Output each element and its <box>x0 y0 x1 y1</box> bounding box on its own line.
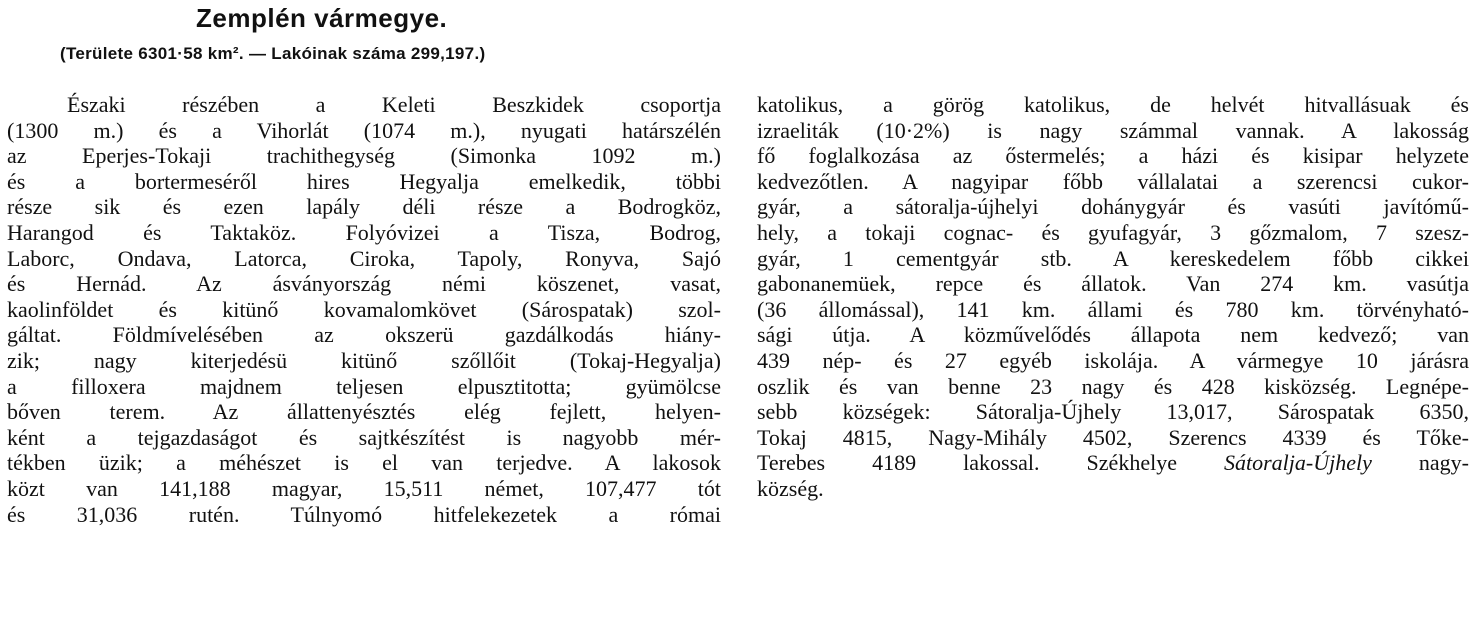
text-line: része sik és ezen lapály déli része a Bodrogköz, <box>7 194 721 220</box>
text-line: katolikus, a görög katolikus, de helvét hitvallásuak és <box>757 92 1469 117</box>
text-line: (1300 m.) és a Vihorlát (1074 m.), nyugati határszélén <box>7 117 721 143</box>
text-line-end: nagy- <box>1418 450 1469 476</box>
text-line: kedvezőtlen. A nagyipar főbb vállalatai a szerencsi cukor- <box>757 168 1469 194</box>
text-line: közt van 141,188 magyar, 15,511 német, 107,477 tót <box>7 475 721 501</box>
text-line: zik; nagy kiterjedésü kitünő szőllőit (Tokaj-Hegyalja) <box>7 347 721 373</box>
text-line: hely, a tokaji cognac- és gyufagyár, 3 gőzmalom, 7 szesz- <box>757 219 1469 245</box>
text-line: izraeliták (10·2%) is nagy számmal vannak. A lakosság <box>757 117 1469 143</box>
text-line: község. <box>757 475 824 501</box>
text-line: Harangod és Taktaköz. Folyóvizei a Tisza, Bodrog, <box>7 219 721 245</box>
text-line: gyár, a sátoralja-újhelyi dohánygyár és vasúti javítómű- <box>757 194 1469 220</box>
text-line: Északi részében a Keleti Beszkidek csoportja <box>67 92 721 117</box>
text-line: fő foglalkozása az őstermelés; a házi és kisipar helyzete <box>757 143 1469 169</box>
text-line: gyár, 1 cementgyár stb. A kereskedelem főbb cikkei <box>757 245 1469 271</box>
text-line: tékben üzik; a méhészet is el van terjedve. A lakosok <box>7 450 721 476</box>
text-line: sági útja. A közművelődés állapota nem kedvező; van <box>757 322 1469 348</box>
text-line: 439 nép- és 27 egyéb iskolája. A vármegye 10 járásra <box>757 347 1469 373</box>
text-line: és a bortermeséről hires Hegyalja emelkedik, többi <box>7 168 721 194</box>
text-line: sebb községek: Sátoralja-Újhely 13,017, Sárospatak 6350, <box>757 399 1469 425</box>
text-line: ként a tejgazdaságot és sajtkészítést is nagyobb mér- <box>7 424 721 450</box>
text-line: bőven terem. Az állattenyésztés elég fejlett, helyen- <box>7 399 721 425</box>
text-line: az Eperjes-Tokaji trachithegység (Simonka 1092 m.) <box>7 143 721 169</box>
page-subtitle: (Területe 6301·58 km². — Lakóinak száma 299,197.) <box>60 44 486 63</box>
left-column <box>7 92 721 527</box>
text-line: Laborc, Ondava, Latorca, Ciroka, Tapoly, Ronyva, Sajó <box>7 245 721 271</box>
text-line: kaolinföldet és kitünő kovamalomkövet (Sárospatak) szol- <box>7 296 721 322</box>
text-line: oszlik és van benne 23 nagy és 428 kisközség. Legnépe- <box>757 373 1469 399</box>
text-line-with-seat <box>757 450 1469 476</box>
text-line: Tokaj 4815, Nagy-Mihály 4502, Szerencs 4339 és Tőke- <box>757 424 1469 450</box>
text-line: gabonanemüek, repce és állatok. Van 274 km. vasútja <box>757 271 1469 297</box>
text-line: és Hernád. Az ásványország némi köszenet, vasat, <box>7 271 721 297</box>
text-line: és 31,036 rutén. Túlnyomó hitfelekezetek a római <box>7 501 721 527</box>
text-line-start: Terebes 4189 lakossal. Székhelye <box>757 450 1177 476</box>
right-column <box>757 92 1469 502</box>
page-title: Zemplén vármegye. <box>196 3 448 33</box>
county-seat-name: Sátoralja-Újhely <box>1224 450 1372 476</box>
text-line: gáltat. Földmívelésében az okszerü gazdálkodás hiány- <box>7 322 721 348</box>
text-line: a filloxera majdnem teljesen elpusztitotta; gyümölcse <box>7 373 721 399</box>
text-line: (36 állomással), 141 km. állami és 780 km. törvényható- <box>757 296 1469 322</box>
